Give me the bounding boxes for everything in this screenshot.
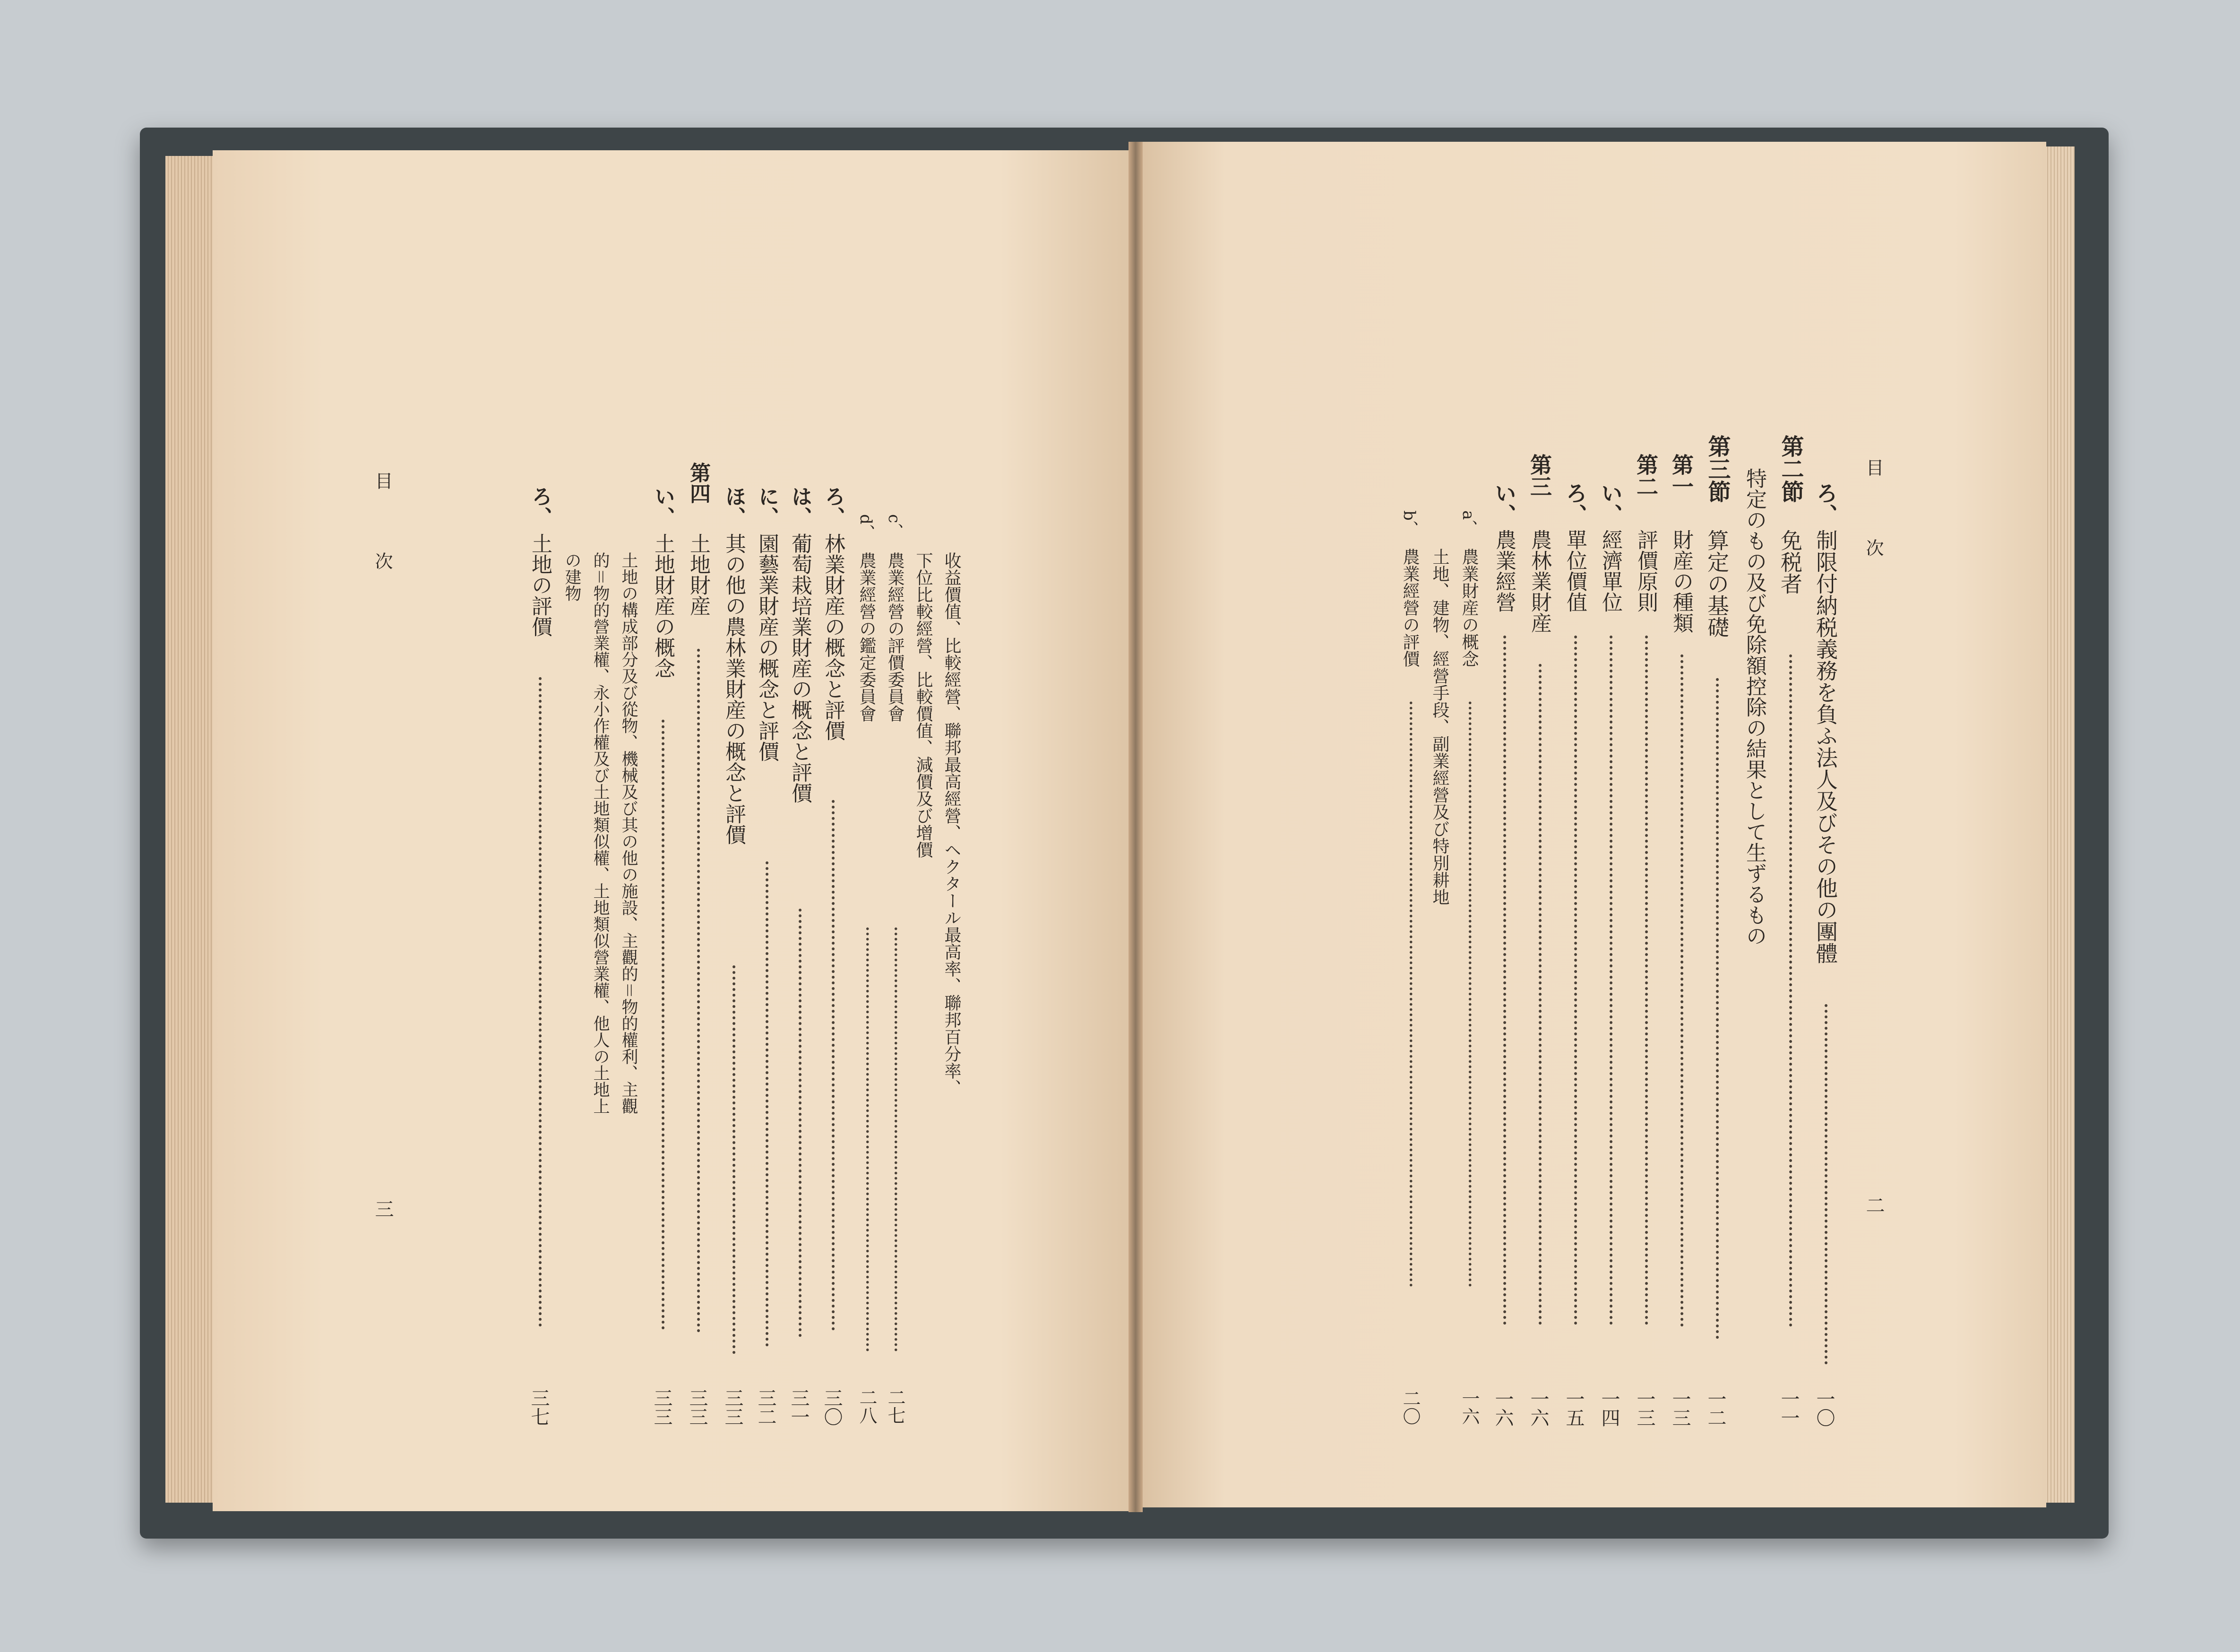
detail-line: の建物: [562, 552, 581, 602]
toc-title: 農業經營: [1492, 529, 1516, 612]
toc-label: い、: [651, 486, 675, 527]
leader-dots: ･･････････････････････････････････････････････････････････････････････････････････: [858, 925, 875, 1351]
running-head: 目 次: [372, 472, 393, 599]
toc-title: 土地財産: [686, 533, 710, 616]
page-number: 二: [1863, 1196, 1885, 1214]
toc-label: ろ、: [528, 486, 552, 527]
leader-dots: ･････････････････････････････････････････････････････････････････････････････････････････････････････････････････: [1461, 699, 1477, 1287]
page-number: 三: [372, 1199, 394, 1218]
toc-title: 農業經營の評價委員會: [885, 552, 905, 722]
toc-title: 經濟單位: [1598, 529, 1622, 612]
toc-title: 葡萄栽培業財産の概念と評價: [788, 533, 812, 803]
leader-dots: ･･････････････････････････････････････････････････････････････････････････････････････････････････････････････････････････: [1566, 633, 1584, 1325]
toc-label: に、: [755, 486, 779, 527]
toc-page: 一四: [1598, 1389, 1620, 1427]
toc-page: 三三: [686, 1388, 708, 1426]
toc-title: 制限付納税義務を負ふ法人及びその他の團體: [1813, 529, 1838, 964]
toc-page: 三三: [722, 1388, 743, 1426]
leader-dots: ･･････････････････････････････････････････････････････････････････････････････････････････････: [824, 798, 842, 1331]
leader-dots: ･････････････････････････････････････････････････････････････････････････････････････････････････････････････････････: [1531, 662, 1549, 1325]
toc-label: は、: [788, 486, 812, 527]
toc-page: 三〇: [821, 1388, 843, 1426]
toc-label: 第二節: [1777, 435, 1804, 503]
toc-title: 單位價值: [1563, 529, 1587, 612]
leader-dots: ･･････････････････････････････････････････････････････････････････････････････････････････････････････････････････････････: [1495, 633, 1513, 1325]
toc-label: 第四: [686, 462, 710, 504]
leader-dots: ･･･････････････････････････････････････････････････････････････････････････････････････････････････････････････････････: [1672, 652, 1690, 1327]
leader-dots: ･･････････････････････････････････････････････････････････････････････････････････････････････････････････････････････････: [1637, 633, 1655, 1325]
toc-label: 第二: [1633, 454, 1659, 497]
toc-label: ろ、: [1562, 482, 1588, 525]
detail-line: 下位比較經營、比較價值、減價及び增價: [913, 552, 933, 858]
toc-page: 三一: [788, 1388, 810, 1426]
toc-page: 一一: [1778, 1389, 1800, 1427]
toc-page: 三七: [528, 1388, 550, 1426]
leader-dots: ･･････････････････････････････････････････････････････････････････････････････････････････････････････････････････････････: [1602, 633, 1620, 1325]
toc-label: b、: [1400, 510, 1419, 537]
toc-title: 算定の基礎: [1704, 529, 1730, 638]
toc-label: い、: [1598, 482, 1623, 525]
toc-title: 評價原則: [1634, 529, 1658, 612]
subtitle: 特定のもの及び免除額控除の結果として生ずるもの: [1742, 468, 1766, 946]
toc-page: 一〇: [1813, 1389, 1835, 1427]
detail-line: 土地の構成部分及び從物、機械及び其の他の施設、主觀的＝物的權利、主觀: [619, 552, 638, 1115]
toc-label: a、: [1459, 510, 1478, 536]
detail-line: 土地、建物、經營手段、副業經營及び特別耕地: [1430, 548, 1449, 905]
toc-title: 其の他の農林業財産の概念と評價: [722, 533, 746, 845]
detail-line: 收益價值、比較經營、聯邦最高經營、ヘクタール最高率、聯邦百分率、: [942, 552, 961, 1096]
toc-page: 二〇: [1400, 1389, 1421, 1425]
page-stack-right: [2042, 146, 2075, 1503]
toc-page: 二七: [885, 1388, 905, 1424]
toc-label: c、: [885, 514, 904, 540]
toc-label: 第三節: [1704, 435, 1731, 503]
toc-label: 第一: [1669, 454, 1694, 497]
toc-page: 三二: [755, 1388, 776, 1426]
toc-page: 一六: [1459, 1389, 1480, 1425]
leader-dots: ･･･････････････････････････････････････････････････････････････････････････････････････････････････････････････････････: [1781, 652, 1799, 1327]
toc-title: 農業財産の概念: [1459, 548, 1479, 667]
toc-label: d、: [856, 514, 875, 541]
leader-dots: ････････････････････････････････････････････････････････････････････････････････････････････････････････････: [654, 717, 672, 1330]
toc-title: 土地の評價: [528, 533, 552, 637]
toc-title: 農業經營の鑑定委員會: [857, 552, 876, 722]
toc-title: 土地財産の概念: [651, 533, 675, 679]
toc-label: 第三: [1527, 454, 1552, 497]
toc-page: 一三: [1669, 1389, 1691, 1427]
leader-dots: ･････････････････････････････････････････････････････････････････････: [724, 963, 742, 1355]
book-gutter: [1129, 142, 1143, 1512]
toc-title: 免税者: [1777, 529, 1803, 594]
leader-dots: ･･･････････････････････････････････････････････････････････････････････････････････････････････････････････････････: [531, 675, 549, 1327]
running-head: 目 次: [1863, 458, 1884, 585]
toc-page: 一三: [1634, 1389, 1655, 1427]
leader-dots: ････････････････････････････････････････････････････････････････････････････: [791, 906, 809, 1338]
toc-title: 園藝業財産の概念と評價: [755, 533, 779, 762]
detail-line: 的＝物的營業權、永小作權及び土地類似權、土地類似營業權、他人の土地上: [591, 552, 610, 1115]
toc-label: ろ、: [1813, 482, 1838, 525]
toc-page: 一六: [1527, 1389, 1549, 1427]
toc-label: い、: [1491, 482, 1517, 525]
leader-dots: ･････････････････････････････････････････････････････････････････････････････････････････････････････････････････････: [1708, 676, 1726, 1340]
left-page: [213, 150, 1139, 1511]
leader-dots: ･････････････････････････････････････････････････････････････････････････････････････････････････････････････････: [1402, 699, 1418, 1287]
toc-title: 林業財産の概念と評價: [821, 533, 845, 741]
toc-label: ろ、: [821, 486, 845, 527]
toc-page: 一六: [1492, 1389, 1514, 1427]
toc-title: 財産の種類: [1669, 529, 1693, 633]
page-stack-left: [165, 156, 217, 1503]
toc-label: ほ、: [722, 486, 746, 527]
toc-page: 二八: [856, 1388, 877, 1424]
toc-title: 農林業財産: [1527, 529, 1551, 633]
toc-page: 一二: [1705, 1389, 1726, 1427]
toc-title: 農業經營の評價: [1400, 548, 1420, 667]
toc-page: 一五: [1563, 1389, 1585, 1427]
toc-page: 三三: [651, 1388, 672, 1426]
leader-dots: ････････････････････････････････････････････････････････････････: [1817, 1002, 1835, 1365]
right-page: [1134, 142, 2046, 1507]
leader-dots: ･･････････････････････････････････････････････････････････････････････････････････: [887, 925, 903, 1351]
leader-dots: ･･････････････････････････････････････････････････････････････････････････････････････: [758, 859, 775, 1347]
leader-dots: ･････････････････････････････････････････････････････････････････････････････････････････････････････････････････････････: [689, 646, 707, 1333]
